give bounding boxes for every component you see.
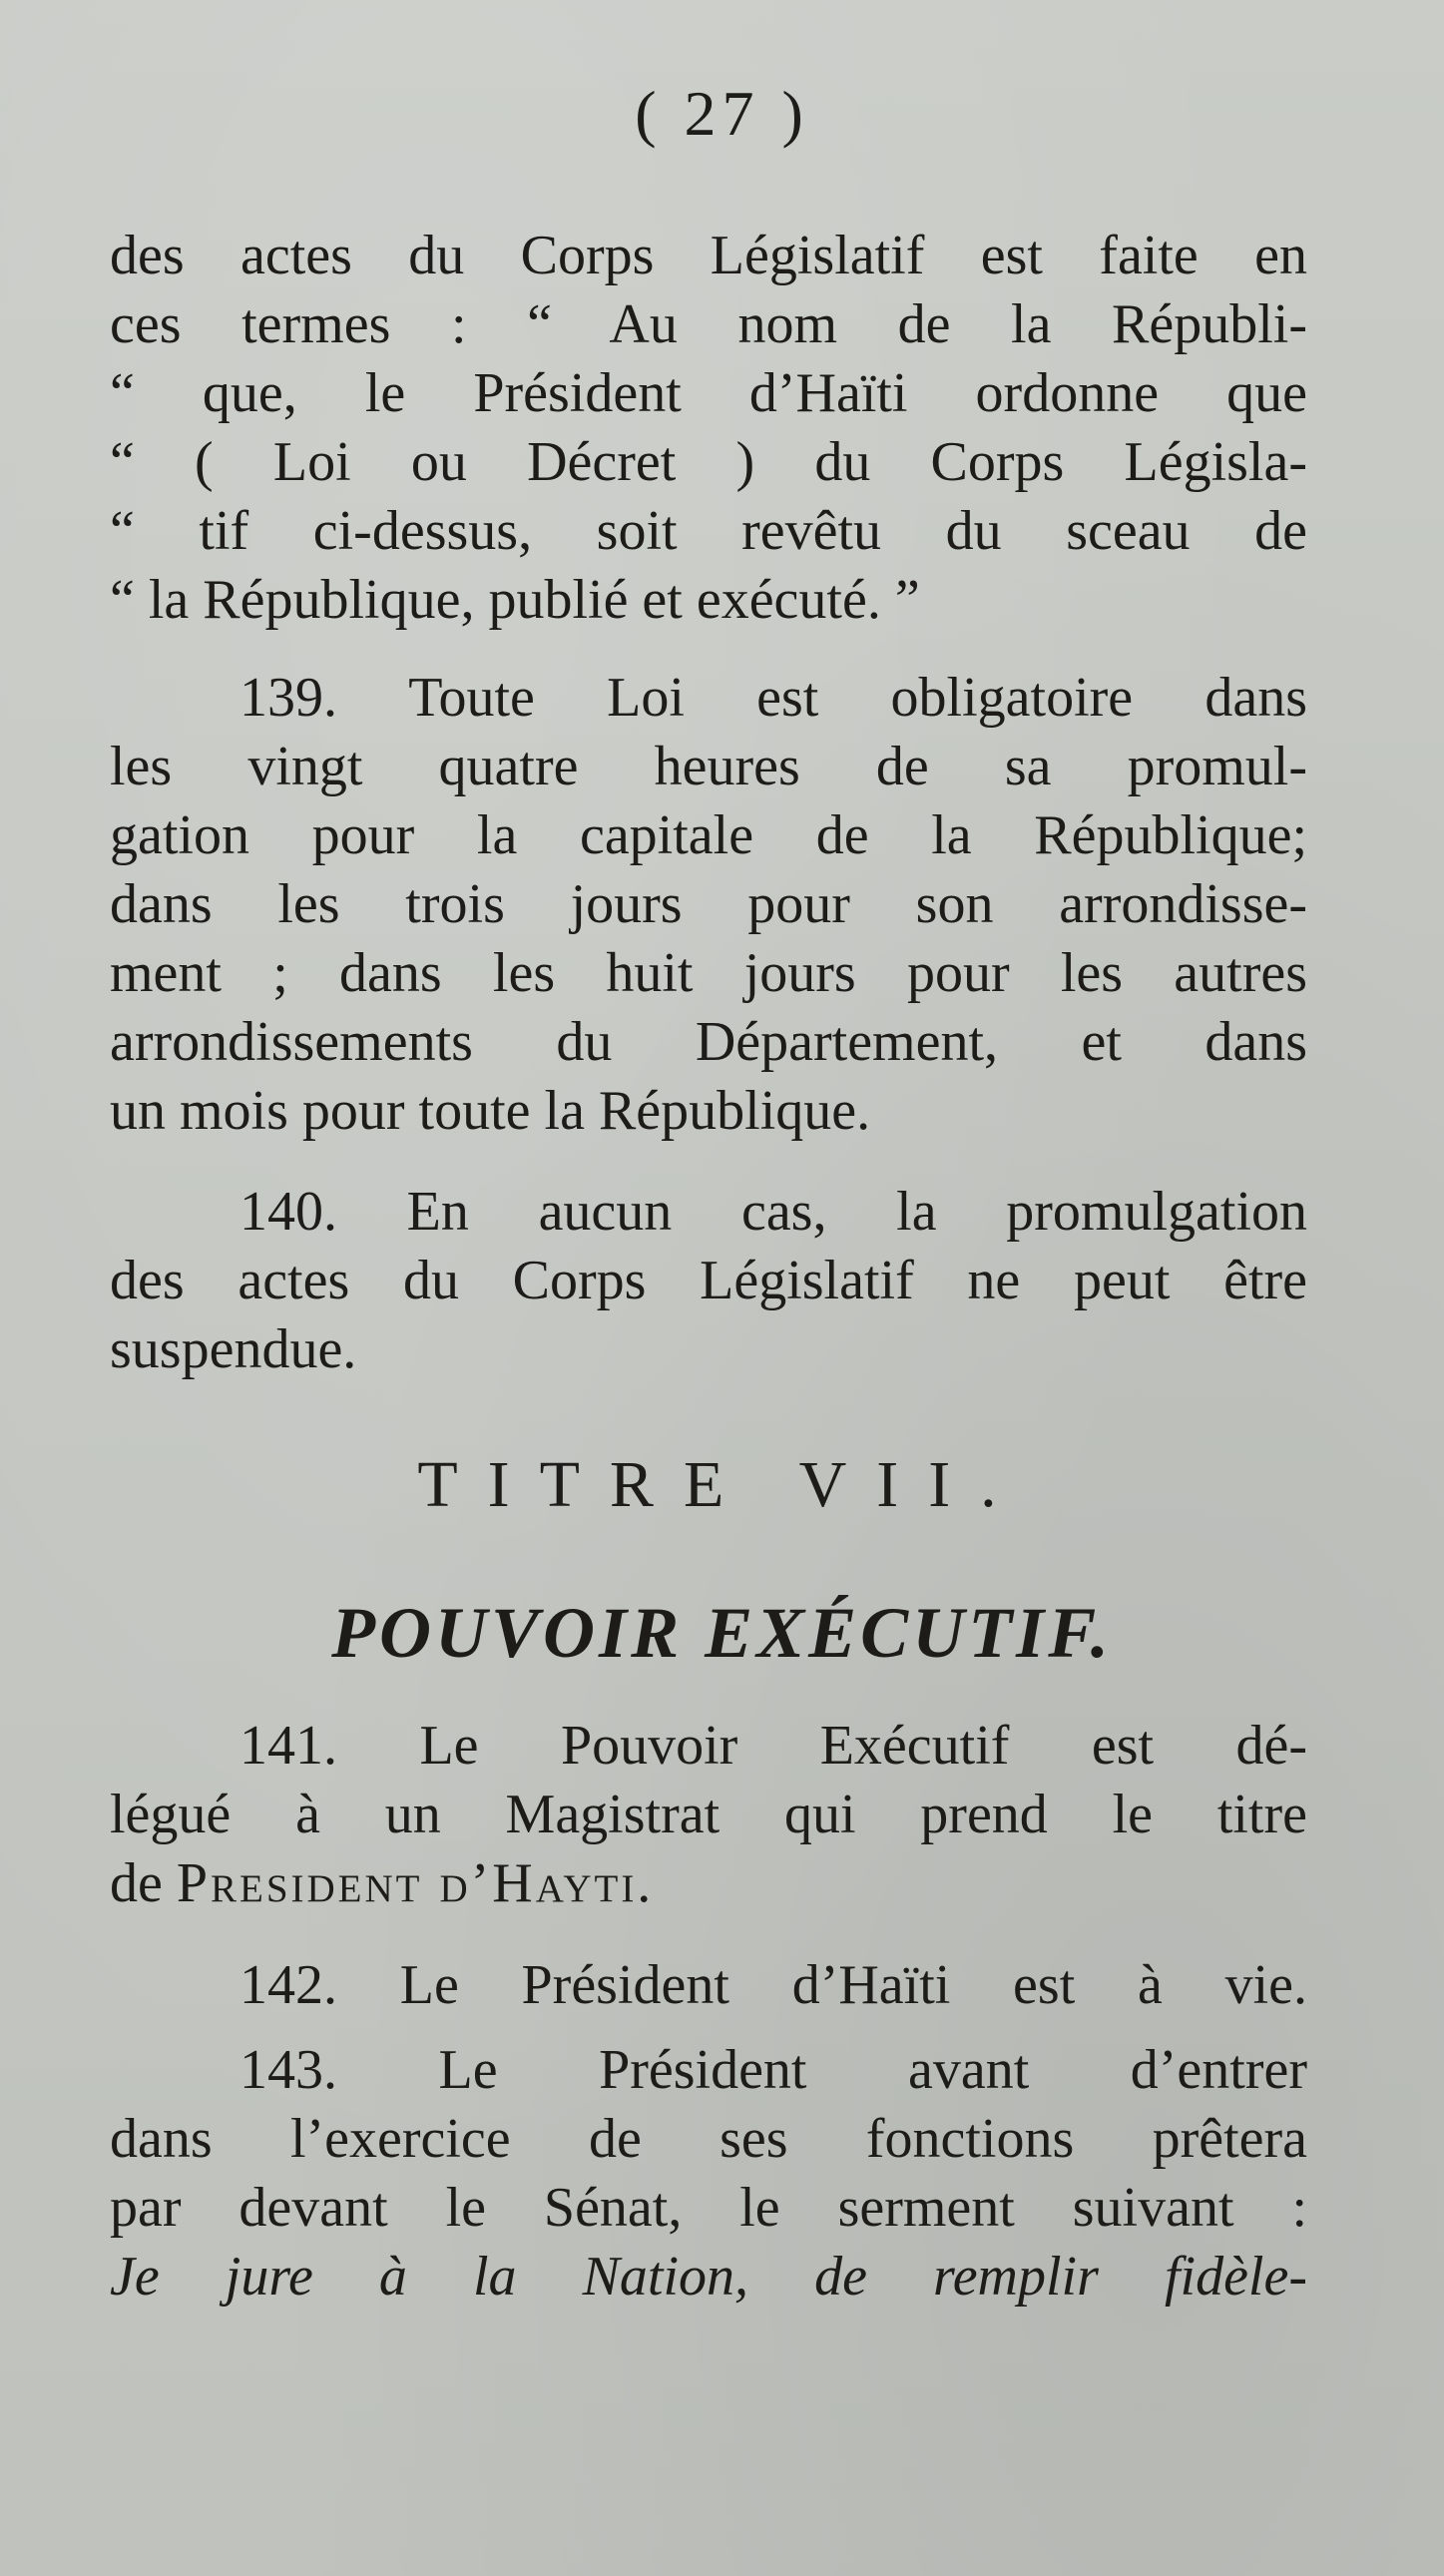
text-line: des actes du Corps Législatif ne peut être bbox=[110, 1250, 1307, 1311]
text-line bbox=[110, 1849, 1307, 1918]
text-line: 140. En aucun cas, la promulgation bbox=[240, 1181, 1307, 1243]
article-142 bbox=[110, 1951, 1307, 2020]
text-line: les vingt quatre heures de sa promul- bbox=[110, 736, 1307, 797]
article-141 bbox=[110, 1712, 1307, 1918]
section-subtitle: POUVOIR EXÉCUTIF. bbox=[331, 1593, 1113, 1673]
text-line: “ que, le Président d’Haïti ordonne que bbox=[110, 362, 1307, 424]
paragraph-continued bbox=[110, 222, 1307, 635]
text-line: ces termes : “ Au nom de la Républi- bbox=[110, 293, 1307, 355]
text-line: “ la République, publié et exécuté. ” bbox=[110, 569, 920, 631]
text-line: dans l’exercice de ses fonctions prêtera bbox=[110, 2108, 1307, 2170]
text-line: 142. Le Président d’Haïti est à vie. bbox=[240, 1954, 1307, 2016]
section-title: TITRE VII. bbox=[417, 1448, 1027, 1521]
oath-text: Je jure à la Nation, de remplir fidèle- bbox=[110, 2246, 1307, 2308]
page-number: ( 27 ) bbox=[635, 78, 809, 149]
text-line: des actes du Corps Législatif est faite en bbox=[110, 225, 1307, 286]
text-line: 143. Le Président avant d’entrer bbox=[240, 2039, 1307, 2101]
text-line: 139. Toute Loi est obligatoire dans bbox=[240, 667, 1307, 729]
text-line: “ tif ci-dessus, soit revêtu du sceau de bbox=[110, 500, 1307, 562]
text-line: arrondissements du Département, et dans bbox=[110, 1011, 1307, 1073]
text-line: un mois pour toute la République. bbox=[110, 1080, 871, 1142]
text-line: dans les trois jours pour son arrondisse- bbox=[110, 873, 1307, 935]
text-line: ment ; dans les huit jours pour les autres bbox=[110, 942, 1307, 1004]
text-line: par devant le Sénat, le serment suivant : bbox=[110, 2177, 1307, 2239]
text-line: légué à un Magistrat qui prend le titre bbox=[110, 1784, 1307, 1845]
president-title: President d’Hayti. bbox=[176, 1852, 655, 1914]
text-line: 141. Le Pouvoir Exécutif est dé- bbox=[240, 1715, 1307, 1777]
article-143 bbox=[110, 2036, 1307, 2312]
text-fragment: de bbox=[110, 1852, 177, 1914]
article-139 bbox=[110, 664, 1307, 1146]
text-line: suspendue. bbox=[110, 1318, 357, 1380]
text-line: “ ( Loi ou Décret ) du Corps Législa- bbox=[110, 431, 1307, 493]
article-140 bbox=[110, 1178, 1307, 1384]
text-line: gation pour la capitale de la République; bbox=[110, 804, 1307, 866]
